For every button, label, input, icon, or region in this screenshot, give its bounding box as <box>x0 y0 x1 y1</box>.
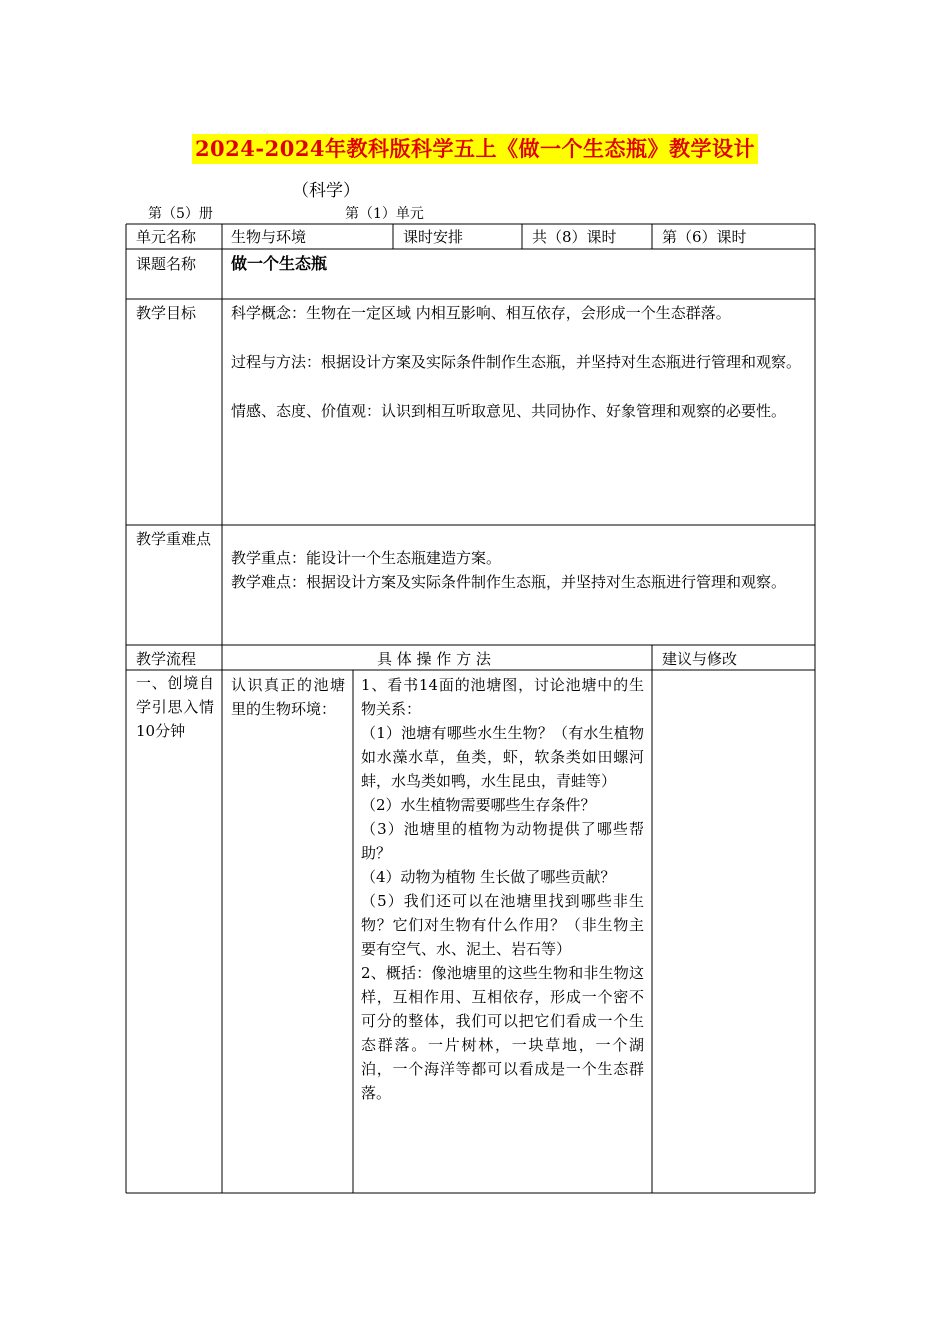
science-concept-text: 科学概念：生物在一定区域 内相互影响、相互依存，会形成一个生态群落。 <box>231 304 731 322</box>
step1-activity: 认识真正的池塘里的生物环境： <box>231 676 345 718</box>
step1-details: 1、看书14面的池塘图，讨论池塘中的生物关系： （1）池塘有哪些水生生物？（有水生植物如水藻水草，鱼类，虾，软条类如田螺河蚌，水鸟类如鸭，水生昆虫，青蛙等） （2）水生植物需要哪些生存条件？ （3）池塘里的植物为动物提供了哪些帮助？ （4）动物为植物 生长做了哪些贡献？ （5）我们还可以在池塘里找到哪些非生物？它们对生物有什么作用？（非生物主要有空气、水、泥土、岩石等） 2、概括：像池塘里的这些生物和非生物这样，互相作用、互相依存，形成一个密不可分的整体，我们可以把它们看成一个生态群落。一片树林，一块草地，一个湖泊，一个海洋等都可以看成是一个生态群落。 <box>361 676 644 1102</box>
key-points-content <box>231 546 807 594</box>
suggestion-label: 建议与修改 <box>662 650 738 668</box>
schedule-label: 课时安排 <box>403 228 464 246</box>
flow-label: 教学流程 <box>136 650 197 668</box>
objectives-label: 教学目标 <box>136 304 197 322</box>
key-point-text: 教学重点：能设计一个生态瓶建造方案。 <box>231 549 502 567</box>
title-wrap <box>0 134 950 164</box>
subject-label: （科学） <box>292 181 360 201</box>
unit-label: 第（1）单元 <box>345 206 424 222</box>
topic-value: 做一个生态瓶 <box>231 254 328 273</box>
document-title: 2024-2024年教科版科学五上《做一个生态瓶》教学设计 <box>192 134 758 164</box>
unit-name-value: 生物与环境 <box>231 228 307 246</box>
key-points-label: 教学重难点 <box>136 530 212 548</box>
total-lessons: 共（8）课时 <box>532 228 617 246</box>
difficult-point-text: 教学难点：根据设计方案及实际条件制作生态瓶，并坚持对生态瓶进行管理和观察。 <box>231 573 787 591</box>
process-method-text: 过程与方法：根据设计方案及实际条件制作生态瓶，并坚持对生态瓶进行管理和观察。 <box>231 353 802 371</box>
volume-label: 第（5）册 <box>148 206 213 222</box>
unit-name-label: 单元名称 <box>136 228 197 246</box>
topic-label: 课题名称 <box>136 255 197 273</box>
attitude-values-text: 情感、态度、价值观：认识到相互听取意见、共同协作、好象管理和观察的必要性。 <box>231 402 787 420</box>
current-lesson: 第（6）课时 <box>662 228 747 246</box>
method-label: 具 体 操 作 方 法 <box>377 650 491 668</box>
objectives-content <box>231 301 807 423</box>
step1-stage: 一、创境自学引思入情10分钟 <box>136 674 214 740</box>
